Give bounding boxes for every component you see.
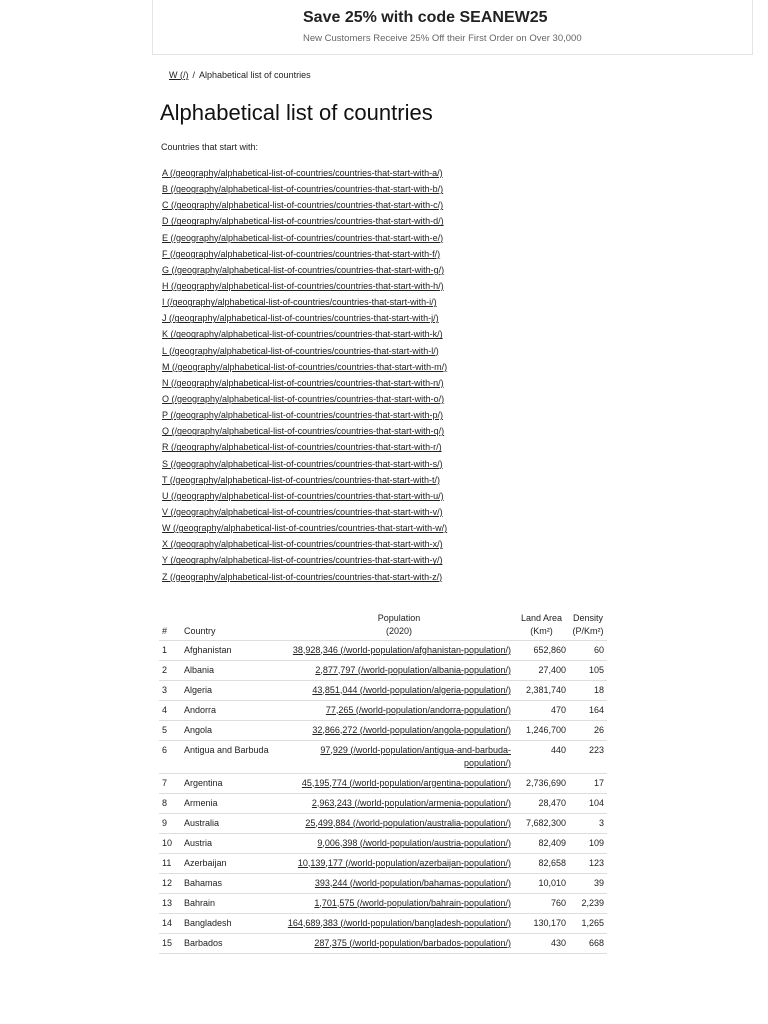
land-area-cell: 130,170 (514, 913, 569, 933)
population-cell (284, 773, 514, 793)
rank-cell: 11 (159, 853, 181, 873)
letter-list-item (162, 345, 447, 361)
country-cell: Bangladesh (181, 913, 284, 933)
letter-link[interactable]: F (/geography/alphabetical-list-of-countries/countries-that-start-with-f/) (162, 248, 441, 259)
letter-link[interactable]: U (/geography/alphabetical-list-of-countries/countries-that-start-with-u/) (162, 490, 444, 501)
header-population-line2: (2020) (385, 625, 412, 636)
breadcrumb-home-link[interactable]: W (/) (169, 70, 189, 80)
population-cell (284, 833, 514, 853)
header-density-line2: (P/Km²) (572, 625, 604, 636)
letter-list-item (162, 183, 447, 199)
population-link[interactable]: 164,689,383 (/world-population/bangladesh-population/) (287, 917, 511, 928)
rank-cell: 13 (159, 893, 181, 913)
population-cell (284, 700, 514, 720)
header-area-line2: (Km²) (530, 625, 553, 636)
letter-link[interactable]: O (/geography/alphabetical-list-of-countries/countries-that-start-with-o/) (162, 393, 445, 404)
letter-link[interactable]: Z (/geography/alphabetical-list-of-countries/countries-that-start-with-z/) (162, 571, 443, 582)
letter-link[interactable]: X (/geography/alphabetical-list-of-countries/countries-that-start-with-x/) (162, 539, 443, 550)
land-area-cell: 1,246,700 (514, 720, 569, 740)
land-area-cell: 440 (514, 740, 569, 773)
letter-link[interactable]: M (/geography/alphabetical-list-of-countries/countries-that-start-with-m/) (162, 361, 448, 372)
table-row (159, 720, 607, 740)
rank-cell: 9 (159, 813, 181, 833)
country-cell: Afghanistan (181, 640, 284, 660)
letter-links-list (162, 167, 447, 587)
land-area-cell: 430 (514, 933, 569, 953)
table-row (159, 913, 607, 933)
population-link[interactable]: 97,929 (/world-population/antigua-and-barbuda-population/) (320, 744, 511, 768)
header-rank[interactable]: # (159, 607, 181, 640)
land-area-cell: 10,010 (514, 873, 569, 893)
country-cell: Austria (181, 833, 284, 853)
letter-link[interactable]: H (/geography/alphabetical-list-of-countries/countries-that-start-with-h/) (162, 280, 444, 291)
letter-link[interactable]: L (/geography/alphabetical-list-of-countries/countries-that-start-with-l/) (162, 345, 439, 356)
table-row (159, 680, 607, 700)
country-cell: Bahamas (181, 873, 284, 893)
countries-table (159, 607, 607, 954)
table-row (159, 793, 607, 813)
letter-link[interactable]: Y (/geography/alphabetical-list-of-countries/countries-that-start-with-y/) (162, 555, 443, 566)
promo-content (153, 0, 602, 55)
letter-list-item (162, 538, 447, 554)
country-cell: Antigua and Barbuda (181, 740, 284, 773)
letter-list-item (162, 296, 447, 312)
population-link[interactable]: 32,866,272 (/world-population/angola-population/) (312, 724, 511, 735)
population-cell (284, 933, 514, 953)
rank-cell: 12 (159, 873, 181, 893)
letter-link[interactable]: V (/geography/alphabetical-list-of-countries/countries-that-start-with-v/) (162, 506, 443, 517)
population-link[interactable]: 9,006,398 (/world-population/austria-population/) (317, 837, 511, 848)
population-link[interactable]: 393,244 (/world-population/bahamas-population/) (314, 877, 511, 888)
population-link[interactable]: 38,928,346 (/world-population/afghanistan-population/) (292, 644, 511, 655)
density-cell: 164 (569, 700, 607, 720)
letter-link[interactable]: G (/geography/alphabetical-list-of-countries/countries-that-start-with-g/) (162, 264, 445, 275)
population-link[interactable]: 77,265 (/world-population/andorra-population/) (325, 704, 511, 715)
country-cell: Argentina (181, 773, 284, 793)
country-cell: Algeria (181, 680, 284, 700)
intro-text: Countries that start with: (161, 142, 259, 152)
density-cell: 17 (569, 773, 607, 793)
density-cell: 60 (569, 640, 607, 660)
table-row (159, 660, 607, 680)
population-link[interactable]: 2,963,243 (/world-population/armenia-population/) (311, 797, 511, 808)
header-density-line1: Density (572, 612, 603, 623)
country-cell: Barbados (181, 933, 284, 953)
population-cell (284, 640, 514, 660)
letter-list-item (162, 554, 447, 570)
header-land-area[interactable] (514, 607, 569, 640)
population-link[interactable]: 287,375 (/world-population/barbados-population/) (314, 937, 511, 948)
country-cell: Azerbaijan (181, 853, 284, 873)
density-cell: 18 (569, 680, 607, 700)
density-cell: 3 (569, 813, 607, 833)
country-cell: Andorra (181, 700, 284, 720)
breadcrumb (169, 70, 311, 80)
letter-link[interactable]: J (/geography/alphabetical-list-of-countries/countries-that-start-with-j/) (162, 313, 439, 324)
letter-list-item (162, 361, 447, 377)
population-link[interactable]: 10,139,177 (/world-population/azerbaijan-population/) (297, 857, 511, 868)
letter-link[interactable]: C (/geography/alphabetical-list-of-countries/countries-that-start-with-c/) (162, 200, 444, 211)
table-row (159, 740, 607, 773)
population-cell (284, 893, 514, 913)
density-cell: 109 (569, 833, 607, 853)
rank-cell: 3 (159, 680, 181, 700)
density-cell: 39 (569, 873, 607, 893)
letter-list-item (162, 280, 447, 296)
letter-list-item (162, 167, 447, 183)
header-population[interactable] (284, 607, 514, 640)
letter-link[interactable]: A (/geography/alphabetical-list-of-countries/countries-that-start-with-a/) (162, 168, 443, 178)
letter-list-item (162, 441, 447, 457)
rank-cell: 2 (159, 660, 181, 680)
rank-cell: 8 (159, 793, 181, 813)
density-cell: 104 (569, 793, 607, 813)
table-row (159, 873, 607, 893)
population-cell (284, 720, 514, 740)
letter-list-item (162, 409, 447, 425)
population-cell (284, 813, 514, 833)
rank-cell: 15 (159, 933, 181, 953)
letter-link[interactable]: S (/geography/alphabetical-list-of-countries/countries-that-start-with-s/) (162, 458, 443, 469)
population-cell (284, 913, 514, 933)
land-area-cell: 470 (514, 700, 569, 720)
rank-cell: 6 (159, 740, 181, 773)
country-cell: Angola (181, 720, 284, 740)
land-area-cell: 760 (514, 893, 569, 913)
letter-list-item (162, 215, 447, 231)
letter-list-item (162, 248, 447, 264)
land-area-cell: 28,470 (514, 793, 569, 813)
population-cell (284, 853, 514, 873)
rank-cell: 10 (159, 833, 181, 853)
country-cell: Australia (181, 813, 284, 833)
density-cell: 105 (569, 660, 607, 680)
land-area-cell: 2,736,690 (514, 773, 569, 793)
letter-list-item (162, 425, 447, 441)
letter-link[interactable]: N (/geography/alphabetical-list-of-countries/countries-that-start-with-n/) (162, 377, 444, 388)
breadcrumb-current: Alphabetical list of countries (199, 70, 311, 80)
letter-list-item (162, 490, 447, 506)
letter-link[interactable]: K (/geography/alphabetical-list-of-countries/countries-that-start-with-k/) (162, 329, 443, 340)
letter-link[interactable]: E (/geography/alphabetical-list-of-countries/countries-that-start-with-e/) (162, 232, 444, 243)
rank-cell: 7 (159, 773, 181, 793)
population-cell (284, 660, 514, 680)
table-row (159, 853, 607, 873)
letter-list-item (162, 377, 447, 393)
land-area-cell: 2,381,740 (514, 680, 569, 700)
rank-cell: 1 (159, 640, 181, 660)
population-cell (284, 793, 514, 813)
letter-list-item (162, 571, 447, 587)
letter-list-item (162, 458, 447, 474)
letter-list-item (162, 199, 447, 215)
density-cell: 123 (569, 853, 607, 873)
density-cell: 1,265 (569, 913, 607, 933)
rank-cell: 14 (159, 913, 181, 933)
country-cell: Bahrain (181, 893, 284, 913)
letter-list-item (162, 264, 447, 280)
population-link[interactable]: 43,851,044 (/world-population/algeria-population/) (312, 684, 511, 695)
population-cell (284, 680, 514, 700)
letter-link[interactable]: Q (/geography/alphabetical-list-of-countries/countries-that-start-with-q/) (162, 426, 445, 437)
letter-link[interactable]: B (/geography/alphabetical-list-of-countries/countries-that-start-with-b/) (162, 184, 444, 195)
table-row (159, 933, 607, 953)
land-area-cell: 82,658 (514, 853, 569, 873)
header-area-line1: Land Area (520, 612, 563, 623)
letter-list-item (162, 474, 447, 490)
table-row (159, 813, 607, 833)
letter-link[interactable]: T (/geography/alphabetical-list-of-countries/countries-that-start-with-t/) (162, 474, 440, 485)
letter-link[interactable]: I (/geography/alphabetical-list-of-countries/countries-that-start-with-i/) (162, 297, 437, 308)
letter-list-item (162, 506, 447, 522)
promo-title: Save 25% with code SEANEW25 (303, 9, 548, 26)
letter-list-item (162, 312, 447, 328)
table-row (159, 700, 607, 720)
rank-cell: 4 (159, 700, 181, 720)
breadcrumb-separator: / (192, 70, 196, 80)
table-row (159, 893, 607, 913)
population-link[interactable]: 25,499,884 (/world-population/australia-population/) (305, 817, 511, 828)
letter-list-item (162, 232, 447, 248)
promo-subtitle: New Customers Receive 25% Off their First Order on Over 30,000 (303, 33, 582, 44)
promo-banner[interactable] (152, 0, 753, 55)
table-body (159, 640, 607, 953)
table-row (159, 773, 607, 793)
population-link[interactable]: 1,701,575 (/world-population/bahrain-population/) (314, 897, 511, 908)
letter-link[interactable]: W (/geography/alphabetical-list-of-countries/countries-that-start-with-w/) (162, 523, 448, 534)
density-cell: 26 (569, 720, 607, 740)
land-area-cell: 82,409 (514, 833, 569, 853)
population-cell (284, 873, 514, 893)
letter-list-item (162, 393, 447, 409)
letter-link[interactable]: D (/geography/alphabetical-list-of-countries/countries-that-start-with-d/) (162, 216, 444, 227)
land-area-cell: 27,400 (514, 660, 569, 680)
table-row (159, 640, 607, 660)
population-link[interactable]: 2,877,797 (/world-population/albania-population/) (315, 664, 511, 675)
letter-link[interactable]: P (/geography/alphabetical-list-of-countries/countries-that-start-with-p/) (162, 410, 443, 421)
country-cell: Armenia (181, 793, 284, 813)
density-cell: 2,239 (569, 893, 607, 913)
letter-link[interactable]: R (/geography/alphabetical-list-of-countries/countries-that-start-with-r/) (162, 442, 442, 453)
country-cell: Albania (181, 660, 284, 680)
rank-cell: 5 (159, 720, 181, 740)
table-row (159, 833, 607, 853)
land-area-cell: 652,860 (514, 640, 569, 660)
header-country[interactable]: Country (181, 607, 284, 640)
population-cell (284, 740, 514, 773)
page-title: Alphabetical list of countries (160, 100, 433, 125)
density-cell: 668 (569, 933, 607, 953)
land-area-cell: 7,682,300 (514, 813, 569, 833)
header-population-line1: Population (377, 612, 421, 623)
population-link[interactable]: 45,195,774 (/world-population/argentina-population/) (301, 777, 511, 788)
letter-list-item (162, 328, 447, 344)
density-cell: 223 (569, 740, 607, 773)
letter-list-item (162, 522, 447, 538)
table-header-row (159, 607, 607, 640)
header-density[interactable] (569, 607, 607, 640)
